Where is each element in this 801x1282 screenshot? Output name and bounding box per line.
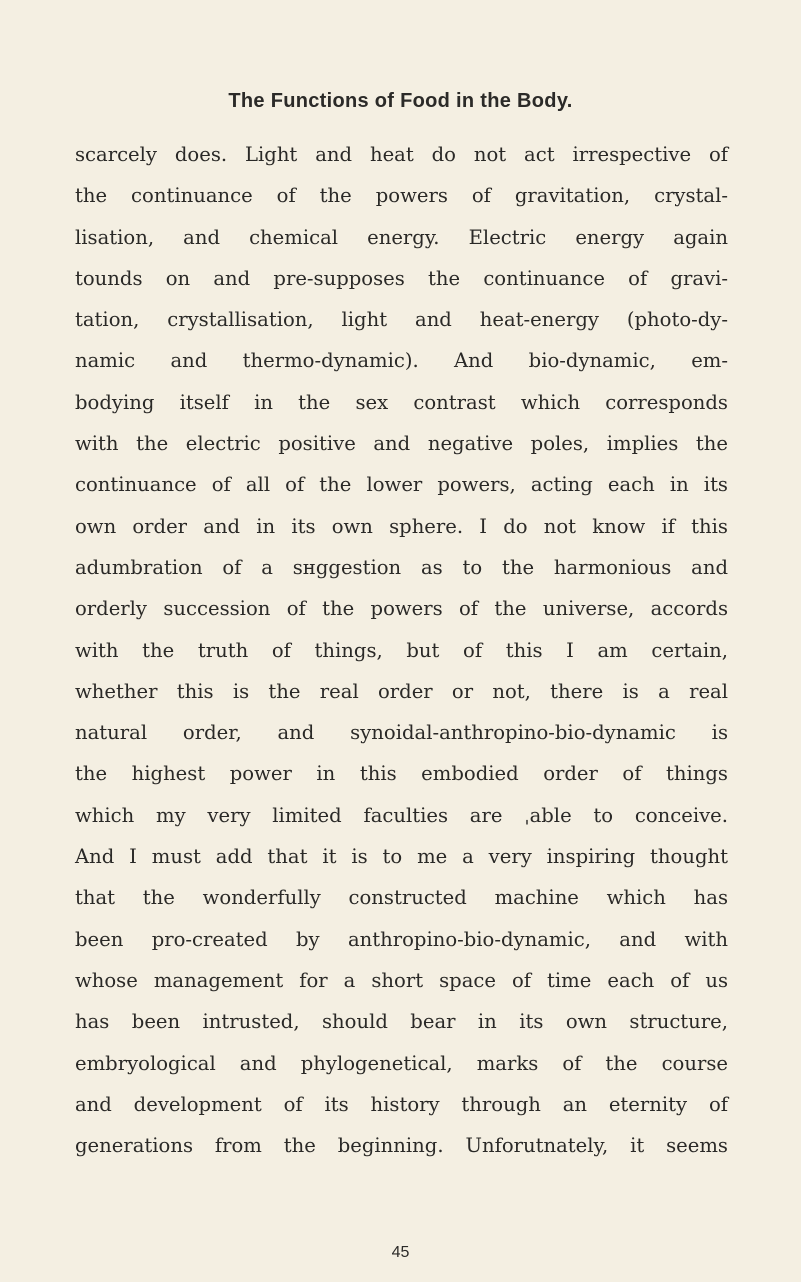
text-line: that the wonderfully constructed machine which has (75, 886, 728, 910)
text-line: whether this is the real order or not, there is a real (75, 679, 728, 703)
text-line: adumbration of a sнggestion as to the harmonious and (75, 555, 728, 579)
text-line: with the truth of things, but of this I am certain, (75, 638, 728, 662)
text-line: bodying itself in the sex contrast which corresponds (75, 390, 728, 414)
text-line: And I must add that it is to me a very inspiring thought (75, 845, 728, 869)
text-line: embryological and phylogenetical, marks of the course (75, 1051, 728, 1075)
text-line: which my very limited faculties are ˌable to conceive. (75, 803, 728, 827)
text-line: and development of its history through an eternity of (75, 1092, 728, 1116)
text-line: tation, crystallisation, light and heat-energy (photo-dy- (75, 308, 728, 332)
text-line: namic and thermo-dynamic). And bio-dynamic, em- (75, 349, 728, 373)
text-line: has been intrusted, should bear in its own structure, (75, 1010, 728, 1034)
text-line: the highest power in this embodied order of things (75, 762, 728, 786)
text-line: tounds on and pre-supposes the continuance of gravi- (75, 266, 728, 290)
text-line: continuance of all of the lower powers, acting each in its (75, 473, 728, 497)
text-line: been pro-created by anthropino-bio-dynamic, and with (75, 927, 728, 951)
text-line: with the electric positive and negative poles, implies the (75, 432, 728, 456)
text-line: scarcely does. Light and heat do not act irrespective of (75, 143, 728, 166)
text-line: orderly succession of the powers of the universe, accords (75, 597, 728, 621)
text-line: own order and in its own sphere. I do not know if this (75, 514, 728, 538)
text-line: whose management for a short space of time each of us (75, 968, 728, 992)
page-number: 45 (391, 1244, 410, 1261)
text-line: natural order, and synoidal-anthropino-bio-dynamic is (75, 721, 728, 745)
running-head: The Functions of Food in the Body. (228, 90, 573, 112)
text-line: lisation, and chemical energy. Electric energy again (75, 225, 728, 249)
body-text (75, 134, 728, 1166)
text-line: generations from the beginning. Unforutnately, it seems (75, 1134, 728, 1158)
text-line: the continuance of the powers of gravitation, crystal- (75, 184, 728, 208)
